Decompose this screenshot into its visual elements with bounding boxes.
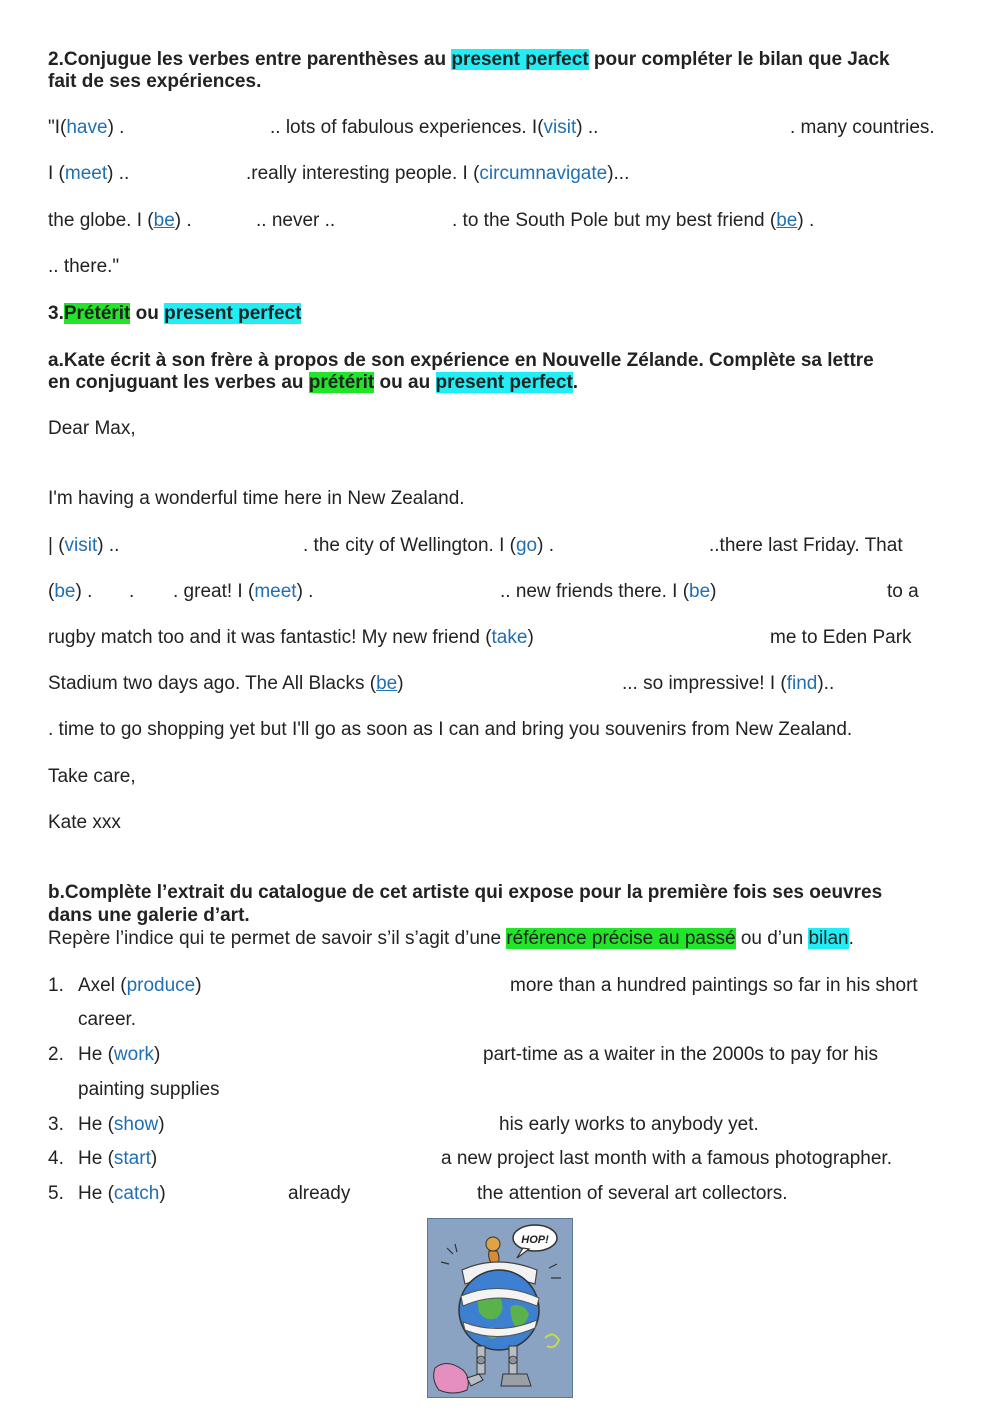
- letter-greeting: Dear Max,: [48, 418, 136, 439]
- ex3b-title: b.Complète l’extrait du catalogue de cet artiste qui expose pour la première fois ses oeuvres: [48, 882, 883, 903]
- ex3b-instruction: Repère l’indice qui te permet de savoir s’il s’agit d’une référence précise au passé ou d’un bilan.: [48, 928, 854, 949]
- ex3a-title: a.Kate écrit à son frère à propos de son expérience en Nouvelle Zélande. Complète sa lettre: [48, 350, 874, 371]
- ex3b-title-line2: dans une galerie d’art.: [48, 905, 250, 926]
- letter-line-3-end: me to Eden Park: [770, 627, 912, 648]
- ex2-line-4: .. there.": [48, 256, 120, 277]
- bubble-text: HOP!: [521, 1234, 549, 1246]
- ex2-line-1-end: . many countries.: [790, 117, 935, 138]
- verb-meet: meet: [254, 581, 297, 602]
- item-number: 4.: [48, 1148, 64, 1169]
- verb-meet: meet: [64, 163, 108, 184]
- verb-work: work: [113, 1044, 155, 1065]
- highlight-present-perfect: present perfect: [164, 303, 302, 324]
- verb-produce: produce: [126, 975, 196, 996]
- letter-line-4: Stadium two days ago. The All Blacks (be): [48, 673, 404, 694]
- item-4-subject: He (start): [78, 1148, 158, 1169]
- highlight-present-perfect: present perfect: [451, 49, 589, 70]
- verb-catch: catch: [113, 1183, 160, 1204]
- letter-intro: I'm having a wonderful time here in New Zealand.: [48, 488, 465, 509]
- item-number: 2.: [48, 1044, 64, 1065]
- highlight-preterit: Prétérit: [63, 303, 131, 324]
- letter-line-2-mid2: .. new friends there. I (be): [500, 581, 717, 602]
- letter-closing: Take care,: [48, 766, 136, 787]
- verb-find: find: [786, 673, 818, 694]
- letter-line-5: . time to go shopping yet but I'll go as soon as I can and bring you souvenirs from New Zealand.: [48, 719, 853, 740]
- letter-signature: Kate xxx: [48, 812, 121, 833]
- item-5-already: already: [288, 1183, 351, 1204]
- item-5-rest: the attention of several art collectors.: [477, 1183, 788, 1204]
- letter-line-2-end: to a: [887, 581, 919, 602]
- robot-globe-illustration: [427, 1218, 573, 1398]
- verb-be: be: [54, 581, 76, 602]
- ex2-line-3-end: . to the South Pole but my best friend (be) .: [452, 210, 815, 231]
- item-1-rest: more than a hundred paintings so far in his short: [510, 975, 918, 996]
- verb-take: take: [491, 627, 528, 648]
- highlight-reference-passe: référence précise au passé: [506, 928, 736, 949]
- item-number: 5.: [48, 1183, 64, 1204]
- letter-line-4-end: ... so impressive! I (find)..: [622, 673, 835, 694]
- item-2-cont: painting supplies: [78, 1079, 220, 1100]
- item-2-rest: part-time as a waiter in the 2000s to pay for his: [483, 1044, 878, 1065]
- ex2-line-2: I (meet) ..: [48, 163, 130, 184]
- item-4-rest: a new project last month with a famous photographer.: [441, 1148, 892, 1169]
- ex3-title: 3.Prétérit ou present perfect: [48, 303, 302, 324]
- ex2-title-line2: fait de ses expériences.: [48, 71, 262, 92]
- ex2-title: 2.Conjugue les verbes entre parenthèses au present perfect pour compléter le bilan que Jack: [48, 49, 890, 70]
- verb-be: be: [153, 210, 175, 231]
- ex2-line-1-mid: .. lots of fabulous experiences. I(visit) ..: [270, 117, 599, 138]
- verb-be: be: [376, 673, 398, 694]
- item-1-cont: career.: [78, 1009, 137, 1030]
- item-3-rest: his early works to anybody yet.: [499, 1114, 759, 1135]
- letter-line-1-mid: . the city of Wellington. I (go) .: [303, 535, 554, 556]
- letter-line-2-dot: .: [129, 581, 135, 602]
- item-number: 1.: [48, 975, 64, 996]
- highlight-present-perfect: present perfect: [435, 372, 573, 393]
- ex2-line-1: "I(have) .: [48, 117, 125, 138]
- verb-circumnavigate: circumnavigate: [479, 163, 608, 184]
- ex2-line-3-mid: .. never ..: [256, 210, 336, 231]
- letter-line-1-end: ..there last Friday. That: [709, 535, 903, 556]
- verb-be: be: [689, 581, 711, 602]
- highlight-preterit: prétérit: [308, 372, 375, 393]
- highlight-bilan: bilan: [808, 928, 849, 949]
- letter-line-1: | (visit) ..: [48, 535, 120, 556]
- letter-line-2: (be) .: [48, 581, 93, 602]
- item-2-subject: He (work): [78, 1044, 161, 1065]
- verb-be: be: [776, 210, 798, 231]
- verb-start: start: [113, 1148, 151, 1169]
- verb-show: show: [113, 1114, 159, 1135]
- item-5-subject: He (catch): [78, 1183, 166, 1204]
- verb-visit: visit: [543, 117, 577, 138]
- item-1-subject: Axel (produce): [78, 975, 202, 996]
- ex2-line-3: the globe. I (be) .: [48, 210, 192, 231]
- verb-visit: visit: [64, 535, 98, 556]
- ex3a-title-line2: en conjuguant les verbes au prétérit ou au present perfect.: [48, 372, 579, 393]
- verb-have: have: [66, 117, 108, 138]
- verb-go: go: [515, 535, 538, 556]
- letter-line-2-mid: . great! I (meet) .: [173, 581, 314, 602]
- ex2-line-2-mid: .really interesting people. I (circumnavigate)...: [246, 163, 630, 184]
- letter-line-3: rugby match too and it was fantastic! My new friend (take): [48, 627, 534, 648]
- item-number: 3.: [48, 1114, 64, 1135]
- item-3-subject: He (show): [78, 1114, 165, 1135]
